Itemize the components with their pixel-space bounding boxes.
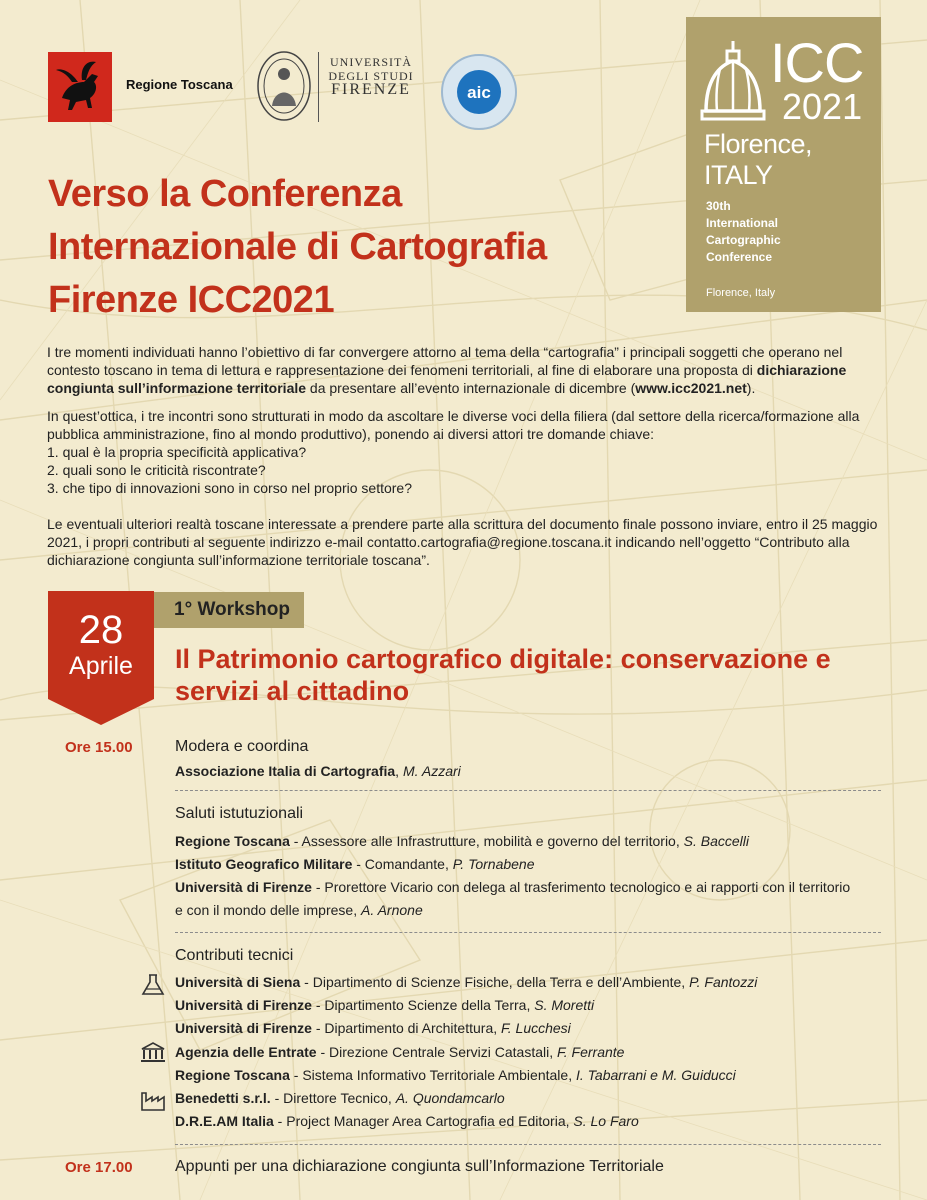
role: - Dipartimento di Architettura, xyxy=(311,1020,502,1036)
title-line: Firenze ICC2021 xyxy=(48,279,335,321)
dome-icon xyxy=(700,39,766,123)
unifi-seal-logo xyxy=(256,50,312,122)
icc-subtitle xyxy=(706,198,876,266)
text: ). xyxy=(746,380,756,396)
text: da presentare all’evento internazionale di dicembre ( xyxy=(306,380,636,396)
person-name: M. Azzari xyxy=(402,763,461,779)
icc-title: ICC xyxy=(770,31,864,94)
text: I tre momenti individuati hanno l’obiettivo di far convergere attorno al tema della “cartografia” i principali soggetti che operano nel contesto toscano in tema di lettura e rappresentazione dei fenomeni territoriali, al fine di elaborare una proposta di xyxy=(47,344,843,378)
unifi-line2: DEGLI STUDI xyxy=(328,69,414,83)
divider xyxy=(175,932,881,933)
workshop-title: Il Patrimonio cartografico digitale: conservazione e servizi al cittadino xyxy=(175,644,831,706)
person-name: F. Ferrante xyxy=(557,1044,625,1060)
question-item: 3. che tipo di innovazioni sono in corso nel proprio settore? xyxy=(47,480,412,496)
contributo-item xyxy=(175,1019,895,1037)
contributo-item xyxy=(175,1066,895,1084)
person-name: P. Fantozzi xyxy=(689,974,758,990)
role: - Dipartimento di Scienze Fisiche, della Terra e dell’Ambiente, xyxy=(300,974,690,990)
role: e con il mondo delle imprese, xyxy=(175,902,361,918)
icc-website-link[interactable]: www.icc2021.net xyxy=(635,380,747,396)
person-name: F. Lucchesi xyxy=(501,1020,571,1036)
question-item: 1. qual è la propria specificità applicativa? xyxy=(47,444,307,460)
icc-year: 2021 xyxy=(782,86,863,127)
org-name: Regione Toscana xyxy=(175,833,290,849)
role: - Sistema Informativo Territoriale Ambientale, xyxy=(289,1067,576,1083)
unifi-divider xyxy=(318,52,319,122)
org-name: D.R.E.AM Italia xyxy=(175,1113,274,1129)
org-name: Regione Toscana xyxy=(175,1067,290,1083)
aic-logo xyxy=(440,53,518,131)
closing-item: Appunti per una dichiarazione congiunta sull’Informazione Territoriale xyxy=(175,1158,664,1175)
role: - Comandante, xyxy=(352,856,453,872)
contributo-item xyxy=(175,1112,895,1130)
unifi-line1: UNIVERSITÀ xyxy=(330,55,412,69)
icc-sub-line: 30th xyxy=(706,199,731,213)
org-name: Università di Firenze xyxy=(175,879,312,895)
org-name: Università di Firenze xyxy=(175,997,312,1013)
institution-icon xyxy=(140,1042,166,1064)
person-name: A. Quondamcarlo xyxy=(395,1090,505,1106)
question-item: 2. quali sono le criticità riscontrate? xyxy=(47,462,266,478)
date-day: 28 xyxy=(78,608,124,652)
role: - Direzione Centrale Servizi Catastali, xyxy=(316,1044,558,1060)
contributi-heading: Contributi tecnici xyxy=(175,947,294,964)
title-line: Internazionale di Cartografia xyxy=(48,226,547,268)
org-name: Istituto Geografico Militare xyxy=(175,856,353,872)
regione-toscana-label: Regione Toscana xyxy=(126,77,233,92)
date-month: Aprile xyxy=(69,652,133,680)
role: - Assessore alle Infrastrutture, mobilità e governo del territorio, xyxy=(289,833,684,849)
end-time: Ore 17.00 xyxy=(65,1159,133,1176)
unifi-line3: FIRENZE xyxy=(331,81,411,98)
page-title xyxy=(48,168,668,327)
icc-sub-line: International xyxy=(706,216,779,230)
factory-icon xyxy=(140,1090,166,1112)
person-name: I. Tabarrani e M. Guiducci xyxy=(575,1067,736,1083)
icc-sub-line: Conference xyxy=(706,250,773,264)
intro-paragraph-2 xyxy=(47,407,892,497)
icc2021-box xyxy=(686,17,881,312)
modera-line xyxy=(175,762,895,780)
saluti-item xyxy=(175,855,895,873)
contributo-item xyxy=(175,1043,895,1061)
org-name: Benedetti s.r.l. xyxy=(175,1090,271,1106)
saluti-item-continuation xyxy=(175,901,895,919)
icc-city: Florence, ITALY xyxy=(704,129,813,190)
contributo-item xyxy=(175,1089,895,1107)
separator: , xyxy=(395,763,403,779)
workshop-tag: 1° Workshop xyxy=(154,592,304,628)
pegasus-icon xyxy=(48,52,112,122)
role: - Project Manager Area Cartografia ed Editoria, xyxy=(273,1113,574,1129)
role: - Dipartimento Scienze della Terra, xyxy=(311,997,535,1013)
divider xyxy=(175,1144,881,1145)
bold-text: dichiarazione congiunta sull’informazione territoriale xyxy=(47,362,847,396)
icc-place: Florence, Italy xyxy=(706,287,776,299)
title-line: Verso la Conferenza xyxy=(48,173,402,215)
saluti-item xyxy=(175,832,895,850)
regione-toscana-logo xyxy=(48,52,112,122)
aic-label: aic xyxy=(467,83,491,102)
org-name: Agenzia delle Entrate xyxy=(175,1044,317,1060)
person-name: S. Baccelli xyxy=(683,833,749,849)
org-name: Associazione Italia di Cartografia xyxy=(175,763,396,779)
person-name: S. Lo Faro xyxy=(573,1113,639,1129)
contributo-item xyxy=(175,973,895,991)
start-time: Ore 15.00 xyxy=(65,739,133,756)
contributo-item xyxy=(175,996,895,1014)
unifi-wordmark xyxy=(326,55,416,97)
org-name: Università di Firenze xyxy=(175,1020,312,1036)
intro-paragraph-1 xyxy=(47,343,892,397)
saluti-heading: Saluti istutuzionali xyxy=(175,805,304,822)
person-name: P. Tornabene xyxy=(452,856,535,872)
role: - Direttore Tecnico, xyxy=(270,1090,396,1106)
intro-paragraph-3: Le eventuali ulteriori realtà toscane interessate a prendere parte alla scrittura del documento finale possono inviare, entro il 25 maggio 2021, i propri contributi al seguente indirizzo e-mail contatto.cartografia@regione.toscana.it indicando nell’oggetto “Contributo alla dichiarazione congiunta sull’informazione territoriale toscana”. xyxy=(47,516,878,568)
flask-icon xyxy=(140,974,166,996)
org-name: Università di Siena xyxy=(175,974,301,990)
text: In quest’ottica, i tre incontri sono strutturati in modo da ascoltare le diverse voci della filiera (dal settore della ricerca/formazione alla pubblica amministrazione, fino al mondo produttivo), ponendo ai diversi attori tre domande chiave: xyxy=(47,408,860,442)
saluti-item xyxy=(175,878,895,896)
person-name: A. Arnone xyxy=(361,902,423,918)
person-name: S. Moretti xyxy=(534,997,595,1013)
divider xyxy=(175,790,881,791)
role: - Prorettore Vicario con delega al trasferimento tecnologico e ai rapporti con il territorio xyxy=(311,879,851,895)
modera-heading: Modera e coordina xyxy=(175,738,309,755)
icc-sub-line: Cartographic xyxy=(706,233,781,247)
